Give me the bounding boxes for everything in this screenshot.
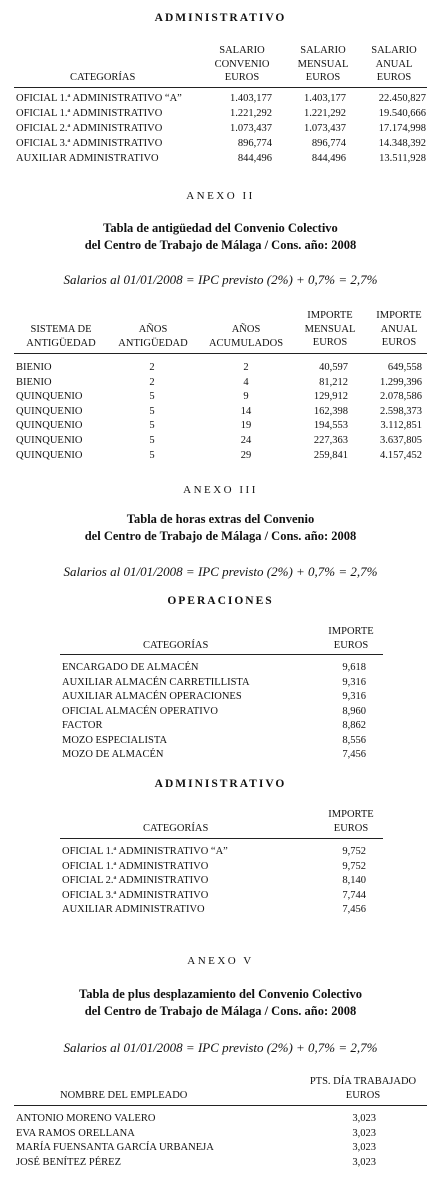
category-cell: AUXILIAR ADMINISTRATIVO xyxy=(16,153,159,164)
table-row xyxy=(16,361,426,376)
value-cell: 844,496 xyxy=(237,153,272,164)
anexo-v-label: ANEXO V xyxy=(187,955,254,967)
acumulados-cell: 19 xyxy=(240,420,252,432)
anos-cell: 5 xyxy=(149,420,155,432)
header-line: EUROS xyxy=(333,822,369,834)
value-cell: 14.348,392 xyxy=(378,138,426,149)
header-rule xyxy=(60,838,383,839)
table-row xyxy=(62,719,372,734)
table-row xyxy=(62,748,372,763)
category-cell: FACTOR xyxy=(62,720,103,731)
anos-cell: 5 xyxy=(149,434,155,446)
employee-name-cell: JOSÉ BENÍTEZ PÉREZ xyxy=(16,1156,121,1168)
table-row xyxy=(16,405,426,420)
header-line: EUROS xyxy=(333,639,369,651)
value-cell: 7,456 xyxy=(342,904,366,915)
section-title-administrativo-horas: ADMINISTRATIVO xyxy=(154,778,287,790)
category-cell: OFICIAL ALMACÉN OPERATIVO xyxy=(62,705,218,717)
anos-cell: 2 xyxy=(149,362,155,373)
value-cell: 1.221,292 xyxy=(304,108,346,119)
header-line: IMPORTE xyxy=(307,310,353,321)
table-row xyxy=(62,661,372,676)
acumulados-cell: 4 xyxy=(243,376,249,388)
header-rule xyxy=(14,87,427,88)
employee-name-cell: ANTONIO MORENO VALERO xyxy=(16,1113,156,1124)
value-cell: 19.540,666 xyxy=(378,108,426,119)
category-cell: MOZO ESPECIALISTA xyxy=(62,734,168,746)
header-line: IMPORTE xyxy=(376,310,422,321)
header-line: PTS. DÍA TRABAJADO xyxy=(309,1076,417,1087)
header-line: EUROS xyxy=(305,72,341,83)
title-line: del Centro de Trabajo de Málaga / Cons. año: 2008 xyxy=(84,529,357,543)
category-cell: AUXILIAR ALMACÉN OPERACIONES xyxy=(62,691,242,702)
table-row xyxy=(62,705,372,720)
col-header-anos-antiguedad xyxy=(110,323,196,350)
col-header-pts-dia-trabajado xyxy=(296,1075,430,1102)
header-line: ANTIGÜEDAD xyxy=(26,337,96,349)
category-cell: OFICIAL 2.ª ADMINISTRATIVO xyxy=(62,875,209,886)
sistema-cell: QUINQUENIO xyxy=(16,405,83,417)
header-line: SALARIO xyxy=(371,45,417,56)
value-cell: 896,774 xyxy=(237,138,272,149)
anual-cell: 1.299,396 xyxy=(380,376,422,388)
admin-horas-table-body xyxy=(62,845,372,918)
table-row xyxy=(16,1156,426,1171)
acumulados-cell: 14 xyxy=(240,405,252,417)
table-row xyxy=(62,845,372,860)
table-row xyxy=(16,137,426,152)
header-line: EUROS xyxy=(224,72,260,83)
table-row xyxy=(16,390,426,405)
anexo-iii-formula: Salarios al 01/01/2008 = IPC previsto (2%) + 0,7% = 2,7% xyxy=(63,564,378,579)
mensual-cell: 129,912 xyxy=(313,391,348,403)
value-cell: 844,496 xyxy=(311,153,346,164)
table-row xyxy=(16,1127,426,1142)
header-line: MENSUAL xyxy=(304,323,356,335)
header-line: ANUAL xyxy=(380,323,418,335)
col-header-salario-anual xyxy=(362,44,426,85)
title-line: Tabla de antigüedad del Convenio Colectivo xyxy=(103,221,338,235)
header-line: SALARIO xyxy=(300,45,346,56)
table-row xyxy=(16,434,426,449)
anexo-v-formula: Salarios al 01/01/2008 = IPC previsto (2%) + 0,7% = 2,7% xyxy=(63,1040,378,1055)
col-header-categorias: CATEGORÍAS xyxy=(143,640,209,651)
header-line: EUROS xyxy=(345,1089,381,1101)
col-header-importe-anual xyxy=(368,309,430,350)
table-row xyxy=(16,92,426,107)
value-cell: 13.511,928 xyxy=(379,153,426,164)
mensual-cell: 81,212 xyxy=(319,376,348,388)
table-row xyxy=(62,874,372,889)
value-cell: 17.174,998 xyxy=(378,123,426,134)
header-line: MENSUAL xyxy=(297,58,349,70)
mensual-cell: 162,398 xyxy=(313,405,348,417)
desplazamiento-table-body xyxy=(16,1112,426,1170)
header-line: ANUAL xyxy=(375,58,413,70)
anual-cell: 2.598,373 xyxy=(380,405,422,417)
header-line: ANTIGÜEDAD xyxy=(118,337,188,349)
category-cell: OFICIAL 2.ª ADMINISTRATIVO xyxy=(16,123,163,134)
col-header-importe-euros xyxy=(318,625,384,652)
category-cell: AUXILIAR ALMACÉN CARRETILLISTA xyxy=(62,676,250,688)
title-line: del Centro de Trabajo de Málaga / Cons. año: 2008 xyxy=(84,1004,357,1018)
sistema-cell: QUINQUENIO xyxy=(16,449,83,461)
table-row xyxy=(62,889,372,904)
value-cell: 896,774 xyxy=(311,138,346,149)
section-title-administrativo: ADMINISTRATIVO xyxy=(154,12,287,24)
header-line: EUROS xyxy=(376,72,412,83)
mensual-cell: 40,597 xyxy=(319,362,348,373)
col-header-salario-convenio xyxy=(210,44,274,85)
acumulados-cell: 9 xyxy=(243,391,249,403)
header-rule xyxy=(14,1105,427,1106)
acumulados-cell: 29 xyxy=(240,449,252,461)
table-row xyxy=(16,419,426,434)
table-row xyxy=(62,903,372,918)
col-header-importe-mensual xyxy=(300,309,360,350)
anual-cell: 649,558 xyxy=(387,362,422,373)
col-header-categorias: CATEGORÍAS xyxy=(143,823,209,834)
value-cell: 9,752 xyxy=(342,846,366,857)
header-line: SALARIO xyxy=(219,45,265,56)
anual-cell: 3.112,851 xyxy=(380,420,422,432)
anos-cell: 5 xyxy=(149,449,155,461)
value-cell: 8,960 xyxy=(342,705,366,717)
value-cell: 7,744 xyxy=(342,889,366,901)
table-row xyxy=(62,860,372,875)
col-header-nombre-empleado: NOMBRE DEL EMPLEADO xyxy=(60,1090,188,1101)
value-cell: 9,752 xyxy=(342,860,366,872)
table-row xyxy=(16,376,426,391)
anexo-iii-label: ANEXO III xyxy=(183,484,258,496)
col-header-salario-mensual xyxy=(290,44,356,85)
anexo-ii-title xyxy=(0,220,441,254)
anexo-v-title xyxy=(0,986,441,1020)
mensual-cell: 259,841 xyxy=(313,449,348,461)
mensual-cell: 194,553 xyxy=(313,420,348,432)
operaciones-table-body xyxy=(62,661,372,763)
antiguedad-table-body xyxy=(16,361,426,463)
anos-cell: 5 xyxy=(149,405,155,417)
anual-cell: 2.078,586 xyxy=(380,391,422,403)
value-cell: 1.403,177 xyxy=(230,93,272,104)
section-title-operaciones: OPERACIONES xyxy=(167,595,274,607)
anexo-iii-title xyxy=(0,511,441,545)
category-cell: OFICIAL 1.ª ADMINISTRATIVO xyxy=(16,108,163,119)
category-cell: OFICIAL 1.ª ADMINISTRATIVO “A” xyxy=(62,846,228,857)
category-cell: OFICIAL 1.ª ADMINISTRATIVO “A” xyxy=(16,93,182,104)
title-line: Tabla de plus desplazamiento del Convenio Colectivo xyxy=(79,987,362,1001)
header-line: IMPORTE xyxy=(328,809,374,820)
acumulados-cell: 2 xyxy=(243,362,249,373)
sistema-cell: QUINQUENIO xyxy=(16,434,83,446)
value-cell: 9,316 xyxy=(342,691,366,702)
header-line: IMPORTE xyxy=(328,626,374,637)
header-rule xyxy=(60,654,383,655)
value-cell: 1.073,437 xyxy=(304,123,346,134)
anual-cell: 3.637,805 xyxy=(380,434,422,446)
anual-cell: 4.157,452 xyxy=(380,449,422,461)
table-row xyxy=(16,107,426,122)
col-header-categorias: CATEGORÍAS xyxy=(70,72,136,83)
header-line: AÑOS xyxy=(138,324,168,335)
table-row xyxy=(16,1141,426,1156)
header-line: ACUMULADOS xyxy=(208,337,284,349)
value-cell: 22.450,827 xyxy=(378,93,426,104)
value-cell: 3,023 xyxy=(352,1113,376,1124)
category-cell: OFICIAL 3.ª ADMINISTRATIVO xyxy=(62,889,209,901)
value-cell: 3,023 xyxy=(352,1127,376,1139)
admin-salary-table-body xyxy=(16,92,426,167)
value-cell: 9,618 xyxy=(342,662,366,673)
anexo-ii-label: ANEXO II xyxy=(186,190,255,202)
table-row xyxy=(62,676,372,691)
header-line: AÑOS xyxy=(231,324,261,335)
table-row xyxy=(16,449,426,464)
value-cell: 1.221,292 xyxy=(230,108,272,119)
value-cell: 8,140 xyxy=(342,875,366,886)
category-cell: ENCARGADO DE ALMACÉN xyxy=(62,662,199,673)
value-cell: 7,456 xyxy=(342,749,366,760)
employee-name-cell: MARÍA FUENSANTA GARCÍA URBANEJA xyxy=(16,1142,214,1153)
category-cell: OFICIAL 3.ª ADMINISTRATIVO xyxy=(16,138,163,149)
category-cell: MOZO DE ALMACÉN xyxy=(62,749,164,760)
table-row xyxy=(16,152,426,167)
anos-cell: 5 xyxy=(149,391,155,403)
acumulados-cell: 24 xyxy=(240,434,252,446)
value-cell: 3,023 xyxy=(352,1156,376,1168)
col-header-anos-acumulados xyxy=(200,323,292,350)
header-line: SISTEMA DE xyxy=(30,324,92,335)
table-row xyxy=(16,122,426,137)
value-cell: 1.073,437 xyxy=(230,123,272,134)
sistema-cell: QUINQUENIO xyxy=(16,420,83,432)
value-cell: 8,556 xyxy=(342,734,366,746)
anos-cell: 2 xyxy=(149,376,155,388)
category-cell: OFICIAL 1.ª ADMINISTRATIVO xyxy=(62,860,209,872)
value-cell: 8,862 xyxy=(342,720,366,731)
table-row xyxy=(16,1112,426,1127)
value-cell: 9,316 xyxy=(342,676,366,688)
sistema-cell: BIENIO xyxy=(16,362,52,373)
value-cell: 3,023 xyxy=(352,1142,376,1153)
sistema-cell: BIENIO xyxy=(16,376,52,388)
employee-name-cell: EVA RAMOS ORELLANA xyxy=(16,1127,135,1139)
col-header-importe-euros xyxy=(318,808,384,835)
anexo-ii-formula: Salarios al 01/01/2008 = IPC previsto (2%) + 0,7% = 2,7% xyxy=(63,272,378,287)
value-cell: 1.403,177 xyxy=(304,93,346,104)
table-row xyxy=(62,690,372,705)
category-cell: AUXILIAR ADMINISTRATIVO xyxy=(62,904,205,915)
mensual-cell: 227,363 xyxy=(313,434,348,446)
header-rule xyxy=(14,353,427,354)
title-line: Tabla de horas extras del Convenio xyxy=(126,512,315,526)
sistema-cell: QUINQUENIO xyxy=(16,391,83,403)
header-line: EUROS xyxy=(312,337,348,348)
header-line: CONVENIO xyxy=(214,58,270,70)
header-line: EUROS xyxy=(381,337,417,348)
title-line: del Centro de Trabajo de Málaga / Cons. año: 2008 xyxy=(84,238,357,252)
table-row xyxy=(62,734,372,749)
col-header-sistema-antiguedad xyxy=(14,323,108,350)
